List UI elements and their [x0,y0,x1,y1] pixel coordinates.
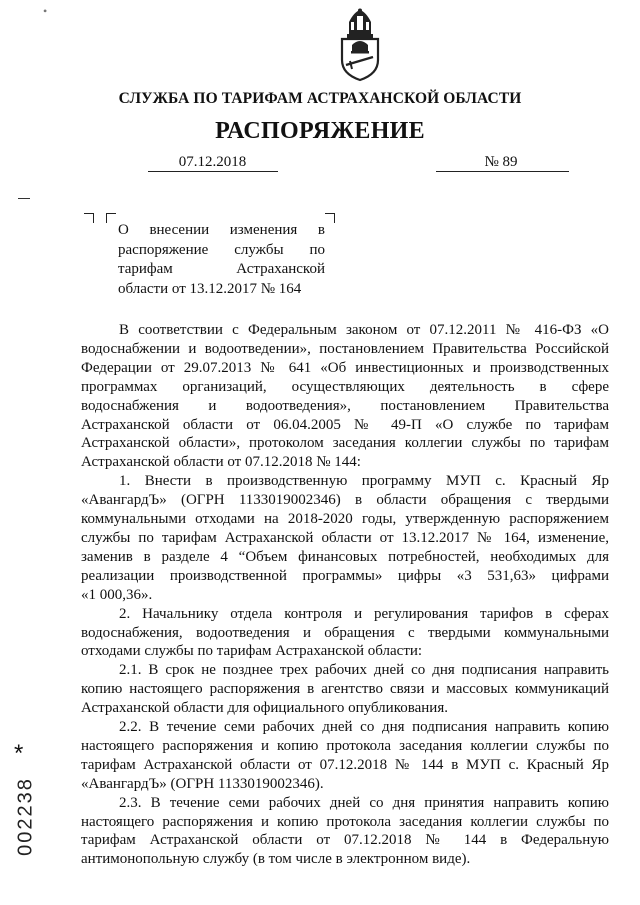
body-line: Астраханской области для официального опубликования. [81,700,448,717]
body-line: «1 000,36». [81,586,153,603]
body-line: заменив в разделе 4 “Объем финансовых потребностей, необходимых для [81,548,609,565]
organization-name: СЛУЖБА ПО ТАРИФАМ АСТРАХАНСКОЙ ОБЛАСТИ [118,90,522,107]
body-line: настоящего распоряжения и копию протокола заседания коллегии службы по [81,737,609,754]
body-line: Астраханской области от 07.12.2018 № 144: [81,454,361,471]
body-line: реализации производственной программы» цифры «3 531,63» цифрами [81,567,609,584]
subject-line: О внесении изменения в [118,222,325,238]
date-underline [148,171,278,172]
document-subject [118,221,325,299]
bracket-mark [84,213,94,223]
margin-asterisk: * [14,740,24,767]
body-line: 2.2. В течение семи рабочих дней со дня подписания направить копию [119,719,609,736]
body-line: отходами службы по тарифам Астраханской области: [81,643,423,660]
body-line: В соответствии с Федеральным законом от 07.12.2011 № 416-ФЗ «О [119,322,609,338]
body-line: «АвангардЪ» (ОГРН 1133019002346) в области обращения с твердыми [81,492,609,509]
body-line: тарифам Астраханской области от 07.12.2018 № 144 в МУП с. Красный Яр [81,756,609,773]
body-line: настоящего распоряжения и копию протокола заседания коллегии службы по [81,813,609,830]
bracket-mark [325,213,335,223]
subject-line: тарифам Астраханской [118,261,325,277]
document-type-title: РАСПОРЯЖЕНИЕ [215,118,425,144]
body-line: коммунальными отходами на 2018-2020 годы, утвержденную распоряжением [81,511,609,528]
body-line: 2. Начальнику отдела контроля и регулирования тарифов в сферах [119,605,609,622]
body-line: службы по тарифам Астраханской области от 13.12.2017 № 164, изменение, [81,529,609,546]
document-body [81,321,609,869]
body-line: водоснабжении и водоотведении», постановлением Правительства Российской [81,340,609,357]
bracket-mark [106,213,116,223]
body-line: 2.3. В течение семи рабочих дней со дня принятия направить копию [119,794,609,811]
body-line: «АвангардЪ» (ОГРН 1133019002346). [81,775,324,792]
number-underline [436,171,569,172]
body-line: копию настоящего распоряжения в агентство связи и массовых коммуникаций [81,681,609,698]
subject-line: распоряжение службы по [118,241,325,258]
body-line: программах организаций, осуществляющих деятельность в сфере [81,378,609,395]
body-line: Астраханской области», протоколом заседания коллегии службы по тарифам [81,435,609,452]
document-date: 07.12.2018 [178,154,247,170]
body-line: водоснабжения, водоотведения и обращения с твердыми коммунальными [81,624,609,641]
body-line: водоснабжения и водоотведения», постановлением Правительства [81,397,609,414]
body-line: Федерации от 29.07.2013 № 641 «Об инвестиционных и производственных [81,359,609,376]
document-number: № 89 [484,154,518,170]
body-line: 2.1. В срок не позднее трех рабочих дней со дня подписания направить [119,662,609,679]
registration-stamp [6,770,46,860]
body-line: Астраханской области от 06.04.2005 № 49-П «О службе по тарифам [81,416,609,433]
corner-mark: • [43,4,48,18]
body-line: 1. Внести в производственную программу МУП с. Красный Яр [119,473,609,490]
margin-dash [18,198,30,199]
body-line: антимонопольную службу (в том числе в электронном виде). [81,851,471,868]
body-line: тарифам Астраханской области от 07.12.2018 № 144 в Федеральную [81,832,609,849]
coat-of-arms-emblem [336,8,384,82]
subject-line: области от 13.12.2017 № 164 [118,280,302,297]
registration-number: 002238 [14,777,37,856]
